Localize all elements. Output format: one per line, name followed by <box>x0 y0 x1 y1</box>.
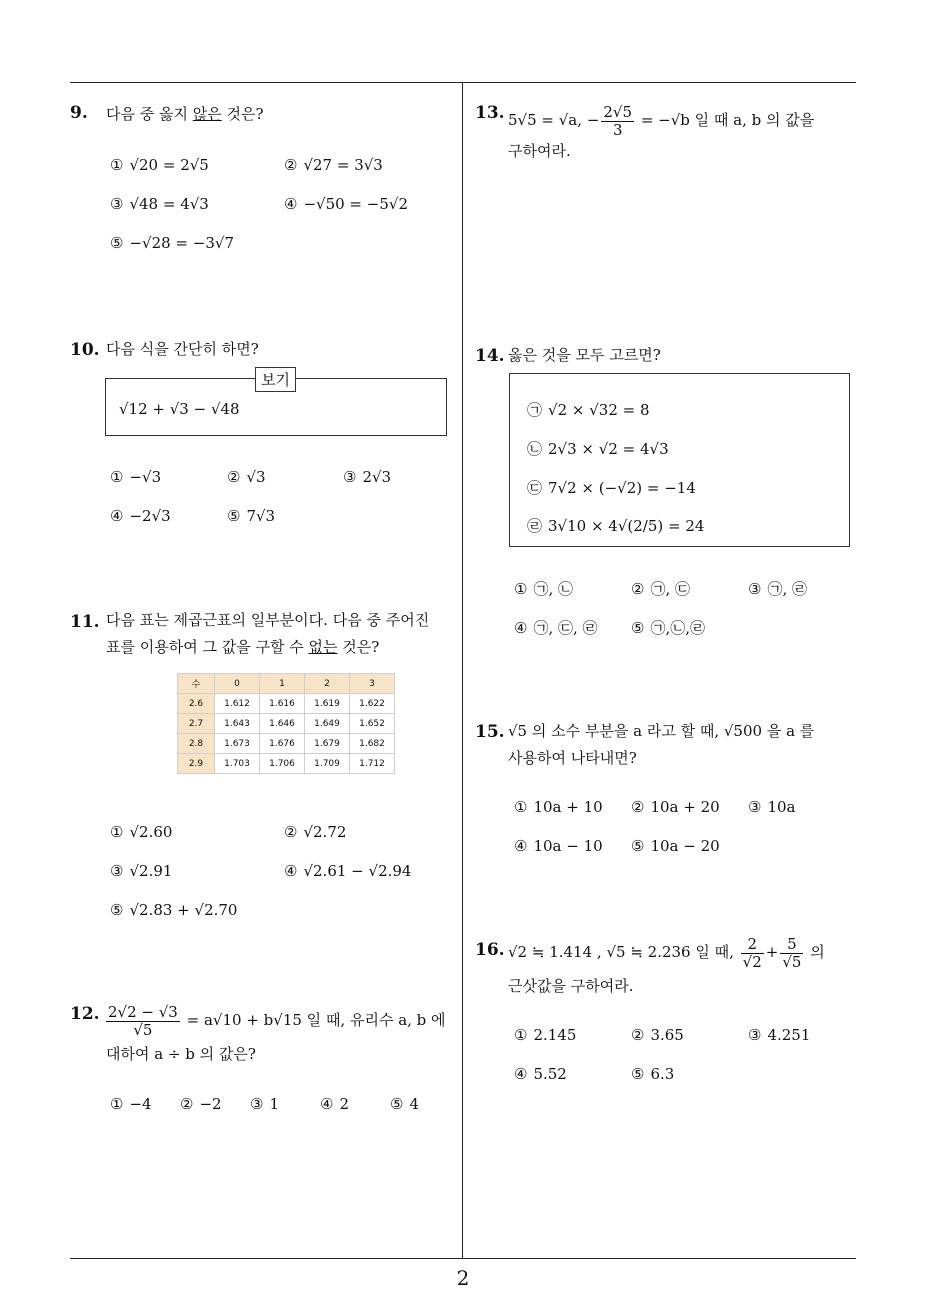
choice-mark: ⑤ <box>110 901 124 919</box>
choice-4[interactable] <box>284 862 411 880</box>
table-row <box>178 694 395 714</box>
fraction-numerator: 2 <box>741 936 764 954</box>
choice-mark: ⑤ <box>631 619 645 637</box>
choice-mark: ⑤ <box>110 234 124 252</box>
choice-5[interactable] <box>631 1065 674 1083</box>
square-root-table <box>177 673 395 774</box>
stem-text: = −√b 일 때 a, b 의 값을 <box>640 111 815 129</box>
fraction-numerator: 2√2 − √3 <box>108 1003 178 1021</box>
stem-fraction-2 <box>780 936 803 970</box>
statement-text: 2√3 × √2 = 4√3 <box>548 440 669 458</box>
choice-text: 4 <box>409 1095 419 1113</box>
choice-1[interactable] <box>514 1026 576 1044</box>
question-stem <box>106 101 264 128</box>
question-stem-line-1 <box>508 936 825 970</box>
choice-mark: ② <box>284 156 298 174</box>
choice-text: √2.83 + √2.70 <box>129 901 238 919</box>
question-number: 12. <box>70 1004 100 1024</box>
choice-mark: ① <box>514 580 528 598</box>
choice-1[interactable] <box>514 578 573 599</box>
fraction-denominator: √5 <box>782 952 802 971</box>
choice-5[interactable] <box>110 901 237 919</box>
table-cell: 2.7 <box>178 714 215 734</box>
question-number: 14. <box>475 346 505 366</box>
choice-mark: ⑤ <box>631 837 645 855</box>
table-cell: 1.619 <box>305 694 350 714</box>
table-cell: 1.673 <box>215 734 260 754</box>
choice-mark: ② <box>631 1026 645 1044</box>
choice-3[interactable] <box>748 578 807 599</box>
choice-mark: ③ <box>748 798 762 816</box>
choice-mark: ⑤ <box>631 1065 645 1083</box>
choice-mark: ④ <box>320 1095 334 1113</box>
stem-text: 의 <box>810 943 825 961</box>
table-cell: 2.8 <box>178 734 215 754</box>
question-stem-line-2: 구하여라. <box>508 142 571 160</box>
choice-2[interactable] <box>227 468 266 486</box>
choice-text: 2.145 <box>533 1026 577 1044</box>
stem-text: 것은? <box>221 105 264 123</box>
stem-text: 5√5 = √a, <box>508 111 583 129</box>
plus-sign: + <box>765 943 779 961</box>
choice-4[interactable] <box>320 1095 349 1113</box>
stem-text: 것은? <box>337 638 380 656</box>
choice-5[interactable] <box>227 507 275 525</box>
choice-1[interactable] <box>110 823 172 841</box>
choice-text: ㉠,㉡,㉣ <box>650 619 705 637</box>
choice-2[interactable] <box>180 1095 222 1113</box>
statement-mark: ㉣ <box>527 517 543 535</box>
question-stem-line-2: 대하여 a ÷ b 의 값은? <box>106 1045 256 1063</box>
choice-mark: ③ <box>110 195 124 213</box>
question-number: 15. <box>475 722 505 742</box>
statement-mark: ㉡ <box>527 440 543 458</box>
choice-text: 10a − 20 <box>650 837 720 855</box>
choice-5[interactable] <box>631 837 720 855</box>
statement-1 <box>527 399 650 420</box>
choice-mark: ② <box>284 823 298 841</box>
table-cell: 1.612 <box>215 694 260 714</box>
table-header-cell: 3 <box>350 674 395 694</box>
choice-text: √27 = 3√3 <box>303 156 383 174</box>
question-stem-line-2 <box>106 634 379 661</box>
choice-4[interactable] <box>514 617 598 638</box>
table-cell: 1.706 <box>260 754 305 774</box>
stem-fraction <box>601 104 634 138</box>
statement-text: √2 × √32 = 8 <box>548 401 650 419</box>
choice-mark: ⑤ <box>390 1095 404 1113</box>
choice-text: −√50 = −5√2 <box>303 195 408 213</box>
choice-mark: ④ <box>110 507 124 525</box>
fraction-numerator: 2√5 <box>603 103 633 121</box>
choice-text: 3.65 <box>650 1026 684 1044</box>
choice-mark: ③ <box>748 1026 762 1044</box>
choice-3[interactable] <box>748 1026 810 1044</box>
choice-1[interactable] <box>514 798 603 816</box>
stem-fraction <box>106 1004 180 1038</box>
choice-mark: ④ <box>284 862 298 880</box>
table-cell: 1.616 <box>260 694 305 714</box>
choice-mark: ④ <box>514 837 528 855</box>
choice-text: 6.3 <box>650 1065 675 1083</box>
table-cell: 1.646 <box>260 714 305 734</box>
statement-text: 3√10 × 4√(2/5) = 24 <box>548 517 705 535</box>
fraction-denominator: √2 <box>742 952 762 971</box>
choice-text: 10a − 10 <box>533 837 603 855</box>
choice-3[interactable] <box>748 798 795 816</box>
question-stem-line-1 <box>104 1004 446 1038</box>
choice-1[interactable] <box>110 156 209 174</box>
choice-4[interactable] <box>514 1065 567 1083</box>
choice-text: −4 <box>129 1095 152 1113</box>
choice-mark: ④ <box>514 619 528 637</box>
table-header-cell: 수 <box>178 674 215 694</box>
choice-mark: ① <box>110 1095 124 1113</box>
choice-text: √2.72 <box>303 823 347 841</box>
choice-mark: ② <box>227 468 241 486</box>
choice-text: ㉠, ㉢, ㉣ <box>533 619 598 637</box>
choice-mark: ④ <box>284 195 298 213</box>
table-header-cell: 2 <box>305 674 350 694</box>
choice-mark: ① <box>514 798 528 816</box>
stem-text: = a√10 + b√15 일 때, 유리수 a, b 에 <box>186 1011 446 1029</box>
choice-text: 2√3 <box>362 468 392 486</box>
choice-text: 5.52 <box>533 1065 567 1083</box>
choice-text: ㉠, ㉡ <box>533 580 573 598</box>
choice-mark: ① <box>110 156 124 174</box>
statement-4 <box>527 515 704 536</box>
statement-mark: ㉠ <box>527 401 543 419</box>
table-cell: 1.703 <box>215 754 260 774</box>
table-cell: 1.649 <box>305 714 350 734</box>
choice-text: ㉠, ㉣ <box>767 580 807 598</box>
choice-text: √3 <box>246 468 266 486</box>
choice-2[interactable] <box>284 156 383 174</box>
choice-text: ㉠, ㉢ <box>650 580 690 598</box>
choice-4[interactable] <box>514 837 603 855</box>
choice-3[interactable] <box>250 1095 279 1113</box>
top-rule <box>70 82 856 83</box>
question-number: 16. <box>475 940 505 960</box>
choice-3[interactable] <box>110 195 209 213</box>
stem-text: √2 ≒ 1.414 , √5 ≒ 2.236 일 때, <box>508 943 734 961</box>
choice-mark: ② <box>631 798 645 816</box>
choice-text: −√3 <box>129 468 162 486</box>
statement-mark: ㉢ <box>527 479 543 497</box>
table-row <box>178 754 395 774</box>
choice-3[interactable] <box>110 862 172 880</box>
fraction-denominator: 3 <box>612 120 623 139</box>
choice-mark: ③ <box>748 580 762 598</box>
choice-mark: ③ <box>110 862 124 880</box>
choice-2[interactable] <box>631 1026 684 1044</box>
table-header-row <box>178 674 395 694</box>
choice-mark: ① <box>110 823 124 841</box>
question-number: 13. <box>475 103 505 123</box>
table-row <box>178 734 395 754</box>
choice-4[interactable] <box>110 507 171 525</box>
table-cell: 2.6 <box>178 694 215 714</box>
example-box-label: 보기 <box>255 367 296 392</box>
question-stem-line-1: √5 의 소수 부분을 a 라고 할 때, √500 을 a 를 <box>508 722 815 740</box>
choice-1[interactable] <box>110 468 161 486</box>
choice-text: √2.61 − √2.94 <box>303 862 412 880</box>
question-stem-line-2: 근삿값을 구하여라. <box>508 977 634 995</box>
choice-text: 2 <box>339 1095 349 1113</box>
question-stem: 옳은 것을 모두 고르면? <box>508 346 661 364</box>
choice-text: √2.60 <box>129 823 173 841</box>
choice-text: 7√3 <box>246 507 276 525</box>
question-stem-line-2: 사용하여 나타내면? <box>508 749 637 767</box>
choice-mark: ③ <box>343 468 357 486</box>
table-cell: 2.9 <box>178 754 215 774</box>
statement-text: 7√2 × (−√2) = −14 <box>548 479 696 497</box>
fraction-denominator: √5 <box>133 1020 153 1039</box>
choice-mark: ③ <box>250 1095 264 1113</box>
table-cell: 1.709 <box>305 754 350 774</box>
choice-2[interactable] <box>631 578 690 599</box>
choice-5[interactable] <box>110 234 234 252</box>
table-cell: 1.679 <box>305 734 350 754</box>
bottom-rule <box>70 1258 856 1259</box>
stem-underlined: 않은 <box>192 105 222 123</box>
choice-text: 4.251 <box>767 1026 811 1044</box>
choice-text: √20 = 2√5 <box>129 156 209 174</box>
choice-2[interactable] <box>284 823 346 841</box>
choice-text: 1 <box>269 1095 279 1113</box>
choice-text: −2√3 <box>129 507 171 525</box>
choice-mark: ② <box>180 1095 194 1113</box>
minus-sign: − <box>586 111 600 129</box>
question-stem-line-1: 다음 표는 제곱근표의 일부분이다. 다음 중 주어진 <box>106 611 430 629</box>
table-cell: 1.622 <box>350 694 395 714</box>
stem-underlined: 없는 <box>308 638 338 656</box>
choice-4[interactable] <box>284 195 408 213</box>
stem-text: 다음 중 옳지 <box>106 105 193 123</box>
choice-5[interactable] <box>631 617 705 638</box>
table-cell: 1.643 <box>215 714 260 734</box>
question-stem-line-1 <box>508 104 814 138</box>
table-cell: 1.712 <box>350 754 395 774</box>
question-number: 10. <box>70 340 100 360</box>
choice-1[interactable] <box>110 1095 152 1113</box>
choice-text: −√28 = −3√7 <box>129 234 234 252</box>
stem-text: 표를 이용하여 그 값을 구할 수 <box>106 638 309 656</box>
table-row <box>178 714 395 734</box>
fraction-numerator: 5 <box>780 936 803 954</box>
choice-3[interactable] <box>343 468 391 486</box>
choice-text: −2 <box>199 1095 222 1113</box>
choice-text: 10a + 10 <box>533 798 603 816</box>
table-cell: 1.676 <box>260 734 305 754</box>
page-number: 2 <box>456 1266 470 1290</box>
question-number: 9. <box>70 103 88 123</box>
choice-text: √2.91 <box>129 862 173 880</box>
choice-text: 10a <box>767 798 796 816</box>
choice-5[interactable] <box>390 1095 419 1113</box>
choice-2[interactable] <box>631 798 720 816</box>
column-divider <box>462 83 463 1259</box>
table-header-cell: 0 <box>215 674 260 694</box>
choice-mark: ① <box>110 468 124 486</box>
statement-2 <box>527 438 669 459</box>
choice-mark: ⑤ <box>227 507 241 525</box>
question-number: 11. <box>70 612 100 632</box>
table-cell: 1.652 <box>350 714 395 734</box>
choice-mark: ② <box>631 580 645 598</box>
choice-text: √48 = 4√3 <box>129 195 209 213</box>
stem-fraction-1 <box>741 936 764 970</box>
table-header-cell: 1 <box>260 674 305 694</box>
choice-text: 10a + 20 <box>650 798 720 816</box>
question-stem: 다음 식을 간단히 하면? <box>106 340 259 358</box>
statement-3 <box>527 477 696 498</box>
example-expression: √12 + √3 − √48 <box>119 400 240 418</box>
choice-mark: ① <box>514 1026 528 1044</box>
table-cell: 1.682 <box>350 734 395 754</box>
choice-mark: ④ <box>514 1065 528 1083</box>
